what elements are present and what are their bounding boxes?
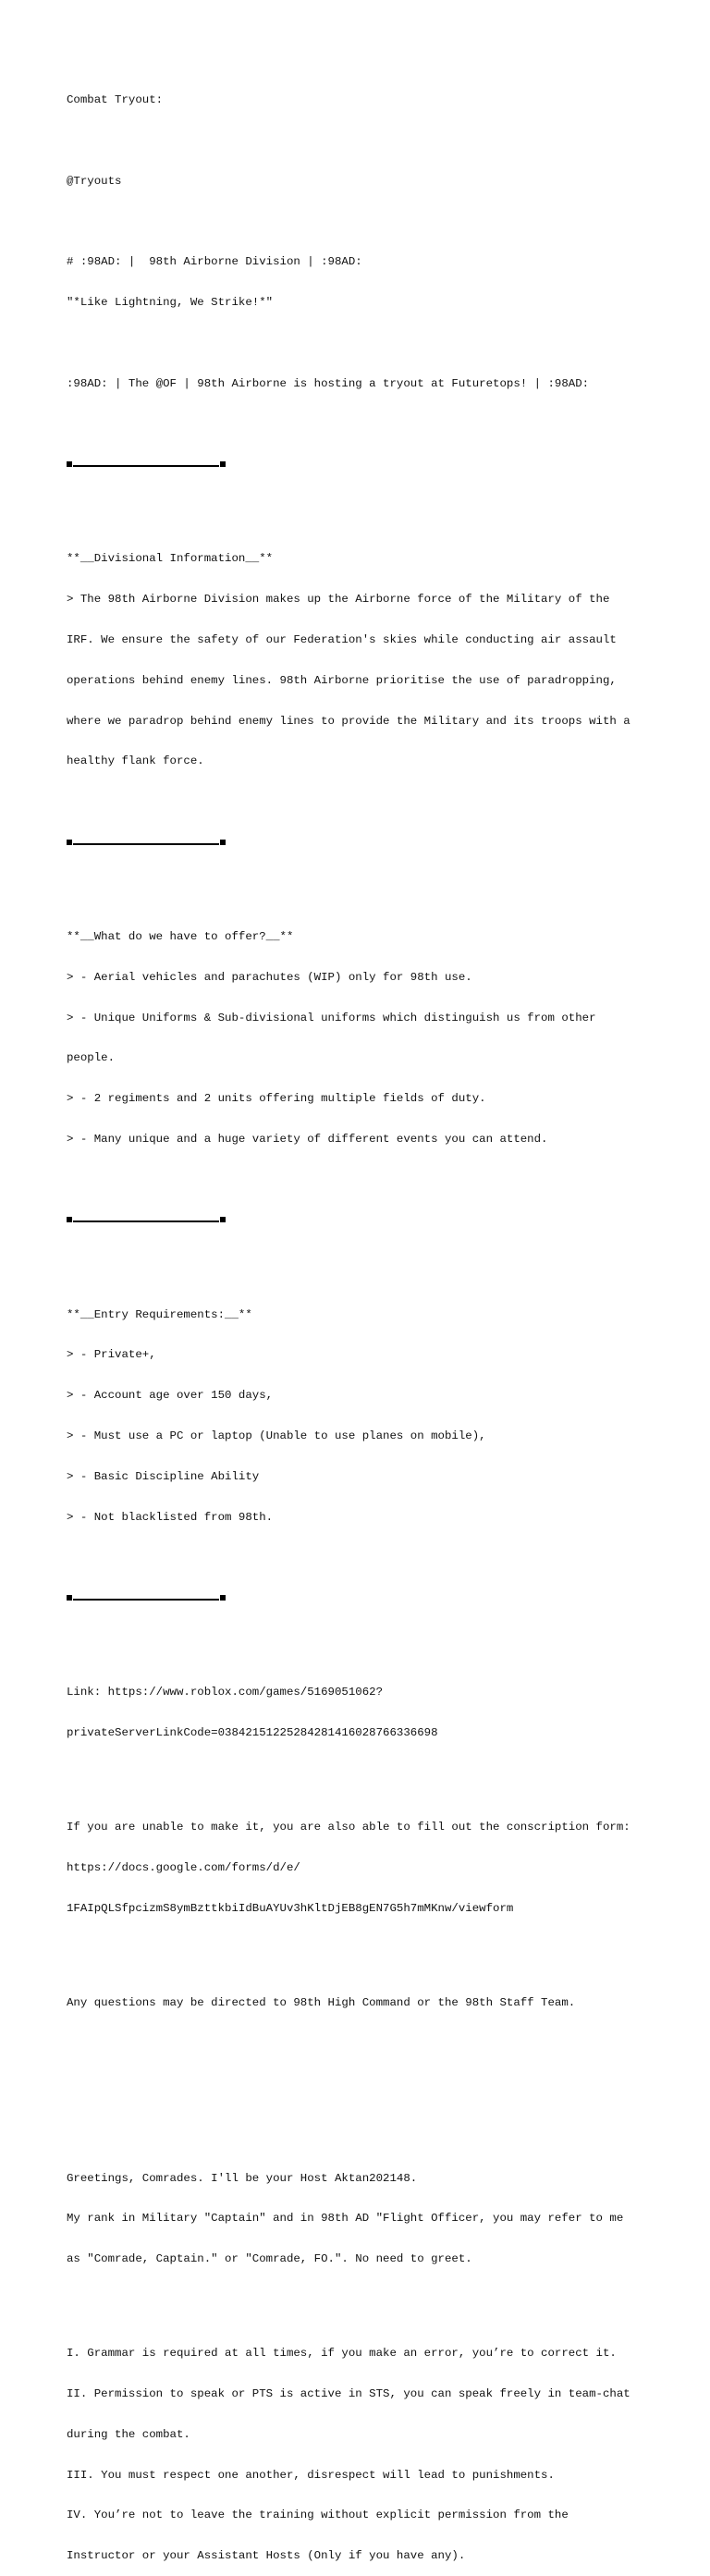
blank-line <box>67 1632 658 1646</box>
division-heading: # :98AD: | 98th Airborne Division | :98AD: <box>67 255 362 269</box>
blank-line <box>67 2077 658 2091</box>
section-divider <box>67 1213 658 1227</box>
blank-line <box>67 1173 658 1187</box>
requirement-item: > - Account age over 150 days, <box>67 1389 274 1403</box>
conscription-text: If you are unable to make it, you are also able to fill out the conscription form: <box>67 1821 630 1834</box>
greeting-line: Greetings, Comrades. I'll be your Host Aktan202148. <box>67 2171 418 2185</box>
offer-item: > - Aerial vehicles and parachutes (WIP) only for 98th use. <box>67 970 472 984</box>
divisional-info-line: healthy flank force. <box>67 754 204 768</box>
blank-line <box>67 795 658 809</box>
rule-line: II. Permission to speak or PTS is active in STS, you can speak freely in team-chat <box>67 2387 630 2401</box>
divisional-info-line: operations behind enemy lines. 98th Airborne prioritise the use of paradropping, <box>67 673 617 687</box>
requirement-item: > - Must use a PC or laptop (Unable to use planes on mobile), <box>67 1429 486 1442</box>
offer-item: > - Unique Uniforms & Sub-divisional uniforms which distinguish us from other <box>67 1011 596 1024</box>
doc-title: Combat Tryout: <box>67 93 164 107</box>
blank-line <box>67 1943 658 1957</box>
questions-note: Any questions may be directed to 98th High Command or the 98th Staff Team. <box>67 1995 576 2009</box>
rule-line: Instructor or your Assistant Hosts (Only if you have any). <box>67 2549 466 2563</box>
blank-line <box>67 877 658 890</box>
requirements-title: **__Entry Requirements:__** <box>67 1307 252 1321</box>
offer-item: > - 2 regiments and 2 units offering multiple fields of duty. <box>67 1092 486 1106</box>
blank-line <box>67 2117 658 2131</box>
section-divider <box>67 836 658 850</box>
offer-item: > - Many unique and a huge variety of different events you can attend. <box>67 1132 548 1146</box>
conscription-url: 1FAIpQLSfpcizmS8ymBzttkbiIdBuAYUv3hKltDjEB8gEN7G5h7mMKnw/viewform <box>67 1901 514 1915</box>
blank-line <box>67 1551 658 1564</box>
rule-line: I. Grammar is required at all times, if you make an error, you’re to correct it. <box>67 2347 617 2361</box>
rule-line: IV. You’re not to leave the training without explicit permission from the <box>67 2509 569 2522</box>
blank-line <box>67 1254 658 1268</box>
document-page <box>67 67 658 2576</box>
blank-line <box>67 2037 658 2051</box>
divisional-info-line: IRF. We ensure the safety of our Federation's skies while conducting air assault <box>67 632 617 646</box>
blank-line <box>67 134 658 148</box>
blank-line <box>67 417 658 431</box>
conscription-url: https://docs.google.com/forms/d/e/ <box>67 1860 300 1874</box>
division-motto: "*Like Lightning, We Strike!*" <box>67 296 274 310</box>
greeting-line: My rank in Military "Captain" and in 98th AD "Flight Officer, you may refer to me <box>67 2212 624 2226</box>
tryouts-mention: @Tryouts <box>67 174 122 188</box>
greeting-line: as "Comrade, Captain." or "Comrade, FO.". No need to greet. <box>67 2252 472 2266</box>
game-link: Link: https://www.roblox.com/games/5169051062? <box>67 1686 384 1699</box>
divisional-info-title: **__Divisional Information__** <box>67 552 274 566</box>
game-link-code: privateServerLinkCode=03842151225284281416028766336698 <box>67 1726 438 1740</box>
offer-title: **__What do we have to offer?__** <box>67 930 294 943</box>
blank-line <box>67 1767 658 1781</box>
blank-line <box>67 215 658 229</box>
section-divider <box>67 458 658 472</box>
divisional-info-line: where we paradrop behind enemy lines to provide the Military and its troops with a <box>67 714 630 728</box>
requirement-item: > - Private+, <box>67 1348 156 1362</box>
blank-line <box>67 2293 658 2307</box>
requirement-item: > - Not blacklisted from 98th. <box>67 1510 274 1524</box>
blank-line <box>67 498 658 512</box>
divisional-info-line: > The 98th Airborne Division makes up the Airborne force of the Military of the <box>67 593 610 607</box>
blank-line <box>67 337 658 350</box>
tryout-announcement: :98AD: | The @OF | 98th Airborne is hosting a tryout at Futuretops! | :98AD: <box>67 376 590 390</box>
requirement-item: > - Basic Discipline Ability <box>67 1469 260 1483</box>
rule-line: during the combat. <box>67 2427 190 2441</box>
section-divider <box>67 1591 658 1605</box>
rule-line: III. You must respect one another, disrespect will lead to punishments. <box>67 2468 555 2482</box>
offer-item: people. <box>67 1051 116 1065</box>
